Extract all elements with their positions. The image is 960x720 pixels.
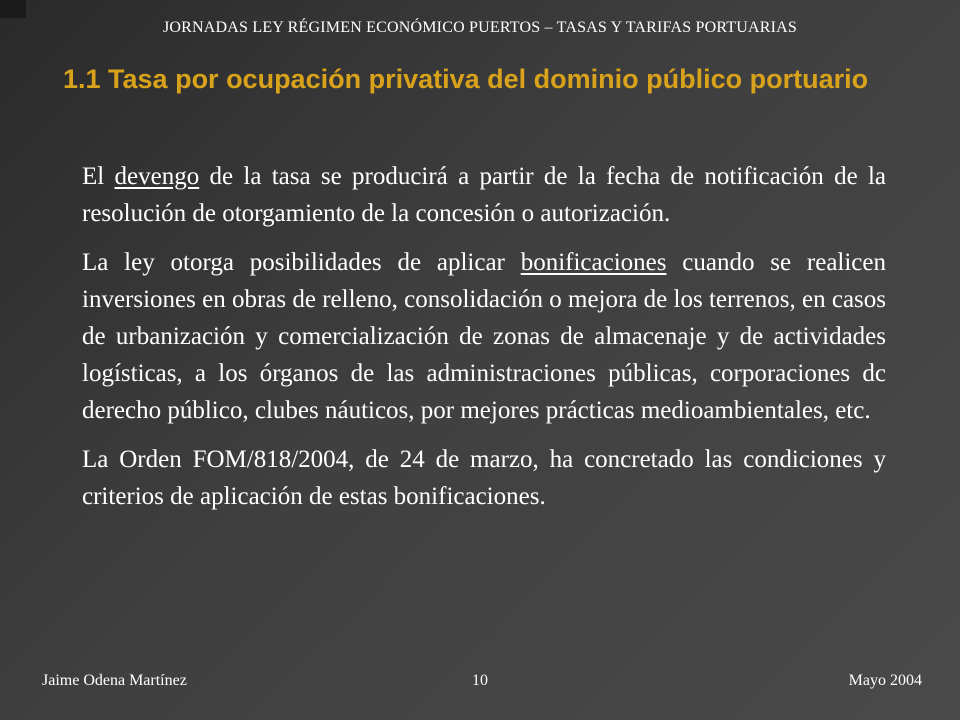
paragraph-text: El <box>82 163 115 190</box>
paragraph-text: cuando se realicen inversiones en obras de relleno, consolidación o mejora de los terrenos, en casos de urbanización y comercialización de zonas de almacenaje y de actividades logísticas, a los órganos de las administraciones públicas, corporaciones dc derecho público, clubes náuticos, por mejores prácticas medioambientales, etc. <box>82 249 886 424</box>
underlined-term-bonificaciones: bonificaciones <box>520 249 667 276</box>
footer-page-number: 10 <box>472 672 488 689</box>
paragraph-text: La ley otorga posibilidades de aplicar <box>82 249 521 276</box>
corner-decoration <box>0 0 26 18</box>
footer-author: Jaime Odena Martínez <box>42 672 187 689</box>
underlined-term-devengo: devengo <box>114 163 200 190</box>
slide-header: JORNADAS LEY RÉGIMEN ECONÓMICO PUERTOS – TASAS Y TARIFAS PORTUARIAS <box>162 19 798 36</box>
paragraph-text: de la tasa se producirá a partir de la fecha de notificación de la resolución de otorgamiento de la concesión o autorización. <box>82 163 886 227</box>
paragraph-devengo <box>82 158 886 232</box>
paragraph-orden <box>82 441 886 515</box>
footer-date: Mayo 2004 <box>848 672 922 689</box>
slide-body <box>82 158 886 527</box>
paragraph-bonificaciones <box>82 244 886 429</box>
paragraph-text: La Orden FOM/818/2004, de 24 de marzo, ha concretado las condiciones y criterios de aplicación de estas bonificaciones. <box>82 446 886 510</box>
slide-title: 1.1 Tasa por ocupación privativa del dominio público portuario <box>63 64 869 94</box>
